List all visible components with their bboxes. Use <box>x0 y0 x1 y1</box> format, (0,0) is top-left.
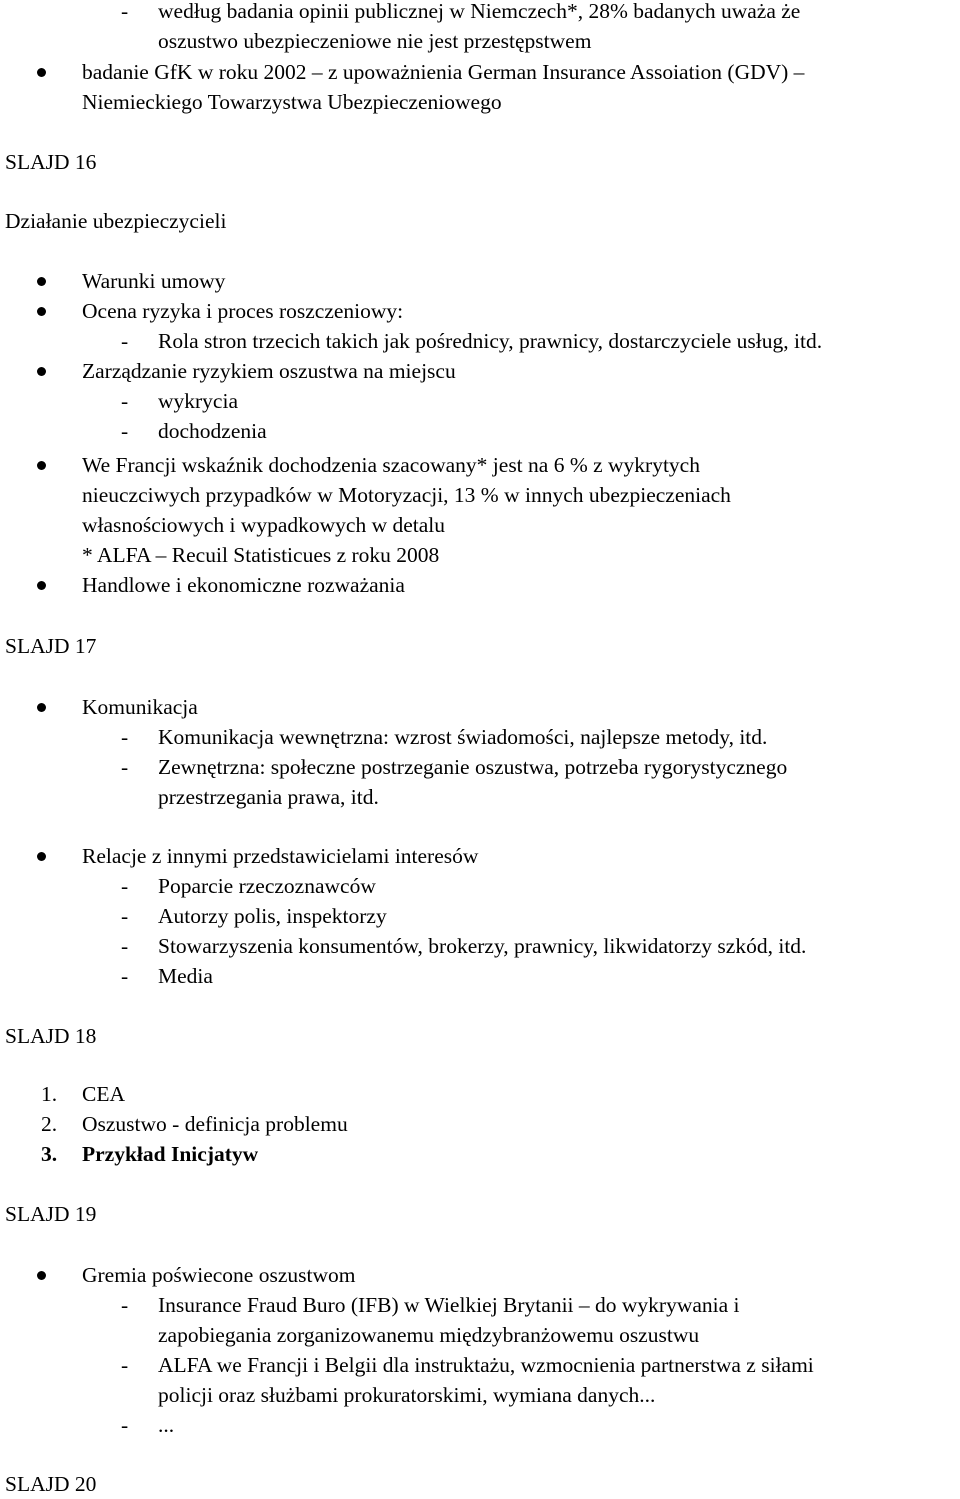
bullet-item-francja-cont2: własnościowych i wypadkowych w detalu <box>82 513 446 537</box>
footnote-alfa: * ALFA – Recuil Statisticues z roku 2008 <box>82 543 440 567</box>
bullet-item-komunikacja: Komunikacja <box>82 695 198 719</box>
slide-heading-16: SLAJD 16 <box>5 150 97 174</box>
dash-item-ifb-cont: zapobiegania zorganizowanemu międzybranżowemu oszustwu <box>158 1323 700 1347</box>
list-item-cea: CEA <box>82 1082 125 1106</box>
bullet-item-gfk: badanie GfK w roku 2002 – z upoważnienia German Insurance Assoiation (GDV) – <box>82 60 805 84</box>
dash-item-poparcie: - Poparcie rzeczoznawców <box>158 871 376 901</box>
bullet-item-zarzadzanie: Zarządzanie ryzykiem oszustwa na miejscu <box>82 359 456 383</box>
dash-item-zewnetrzna: - Zewnętrzna: społeczne postrzeganie oszustwa, potrzeba rygorystycznego <box>158 752 787 782</box>
list-number: 3. <box>41 1142 58 1166</box>
bullet-dot <box>37 367 46 376</box>
list-number: 2. <box>41 1112 58 1136</box>
bullet-item-handlowe: Handlowe i ekonomiczne rozważania <box>82 573 405 597</box>
dash-item-zewnetrzna-cont: przestrzegania prawa, itd. <box>158 785 379 809</box>
bullet-item-francja: We Francji wskaźnik dochodzenia szacowany* jest na 6 % z wykrytych <box>82 453 700 477</box>
list-item-przyklad: Przykład Inicjatyw <box>82 1142 259 1166</box>
bullet-item-ocena: Ocena ryzyka i proces roszczeniowy: <box>82 299 404 323</box>
slide-heading-20: SLAJD 20 <box>5 1472 97 1496</box>
section-subtitle: Działanie ubezpieczycieli <box>5 209 227 233</box>
dash-item-wykrycia: - wykrycia <box>158 386 238 416</box>
dash-item-media: - Media <box>158 961 213 991</box>
bullet-dot <box>37 307 46 316</box>
bullet-item-warunki: Warunki umowy <box>82 269 226 293</box>
bullet-dot <box>37 852 46 861</box>
slide-heading-17: SLAJD 17 <box>5 634 97 658</box>
dash-item-alfa-cont: policji oraz służbami prokuratorskimi, wymiana danych... <box>158 1383 656 1407</box>
dash-item-wewnetrzna: - Komunikacja wewnętrzna: wzrost świadomości, najlepsze metody, itd. <box>158 722 767 752</box>
bullet-dot <box>37 461 46 470</box>
bullet-item-gremia: Gremia poświecone oszustwom <box>82 1263 356 1287</box>
dash-item-stowarzyszenia: - Stowarzyszenia konsumentów, brokerzy, prawnicy, likwidatorzy szkód, itd. <box>158 931 806 961</box>
dash-item-survey-germany: - według badania opinii publicznej w Niemczech*, 28% badanych uważa że <box>158 0 800 26</box>
dash-item-rola: - Rola stron trzecich takich jak pośrednicy, prawnicy, dostarczyciele usług, itd. <box>158 326 822 356</box>
bullet-item-francja-cont1: nieuczciwych przypadków w Motoryzacji, 13 % w innych ubezpieczeniach <box>82 483 731 507</box>
bullet-item-gfk-cont: Niemieckiego Towarzystwa Ubezpieczeniowego <box>82 90 502 114</box>
dash-item-alfa: - ALFA we Francji i Belgii dla instruktażu, wzmocnienia partnerstwa z siłami <box>158 1350 814 1380</box>
dash-item-dochodzenia: - dochodzenia <box>158 416 267 446</box>
list-item-oszustwo: Oszustwo - definicja problemu <box>82 1112 348 1136</box>
bullet-dot <box>37 68 46 77</box>
bullet-dot <box>37 581 46 590</box>
slide-heading-18: SLAJD 18 <box>5 1024 97 1048</box>
bullet-dot <box>37 277 46 286</box>
dash-item-ifb: - Insurance Fraud Buro (IFB) w Wielkiej Brytanii – do wykrywania i <box>158 1290 740 1320</box>
bullet-dot <box>37 703 46 712</box>
dash-item-ellipsis: - ... <box>158 1410 174 1440</box>
list-number: 1. <box>41 1082 58 1106</box>
slide-heading-19: SLAJD 19 <box>5 1202 97 1226</box>
dash-item-survey-germany-cont: oszustwo ubezpieczeniowe nie jest przestępstwem <box>158 29 592 53</box>
bullet-dot <box>37 1271 46 1280</box>
bullet-item-relacje: Relacje z innymi przedstawicielami interesów <box>82 844 479 868</box>
dash-item-autorzy: - Autorzy polis, inspektorzy <box>158 901 387 931</box>
